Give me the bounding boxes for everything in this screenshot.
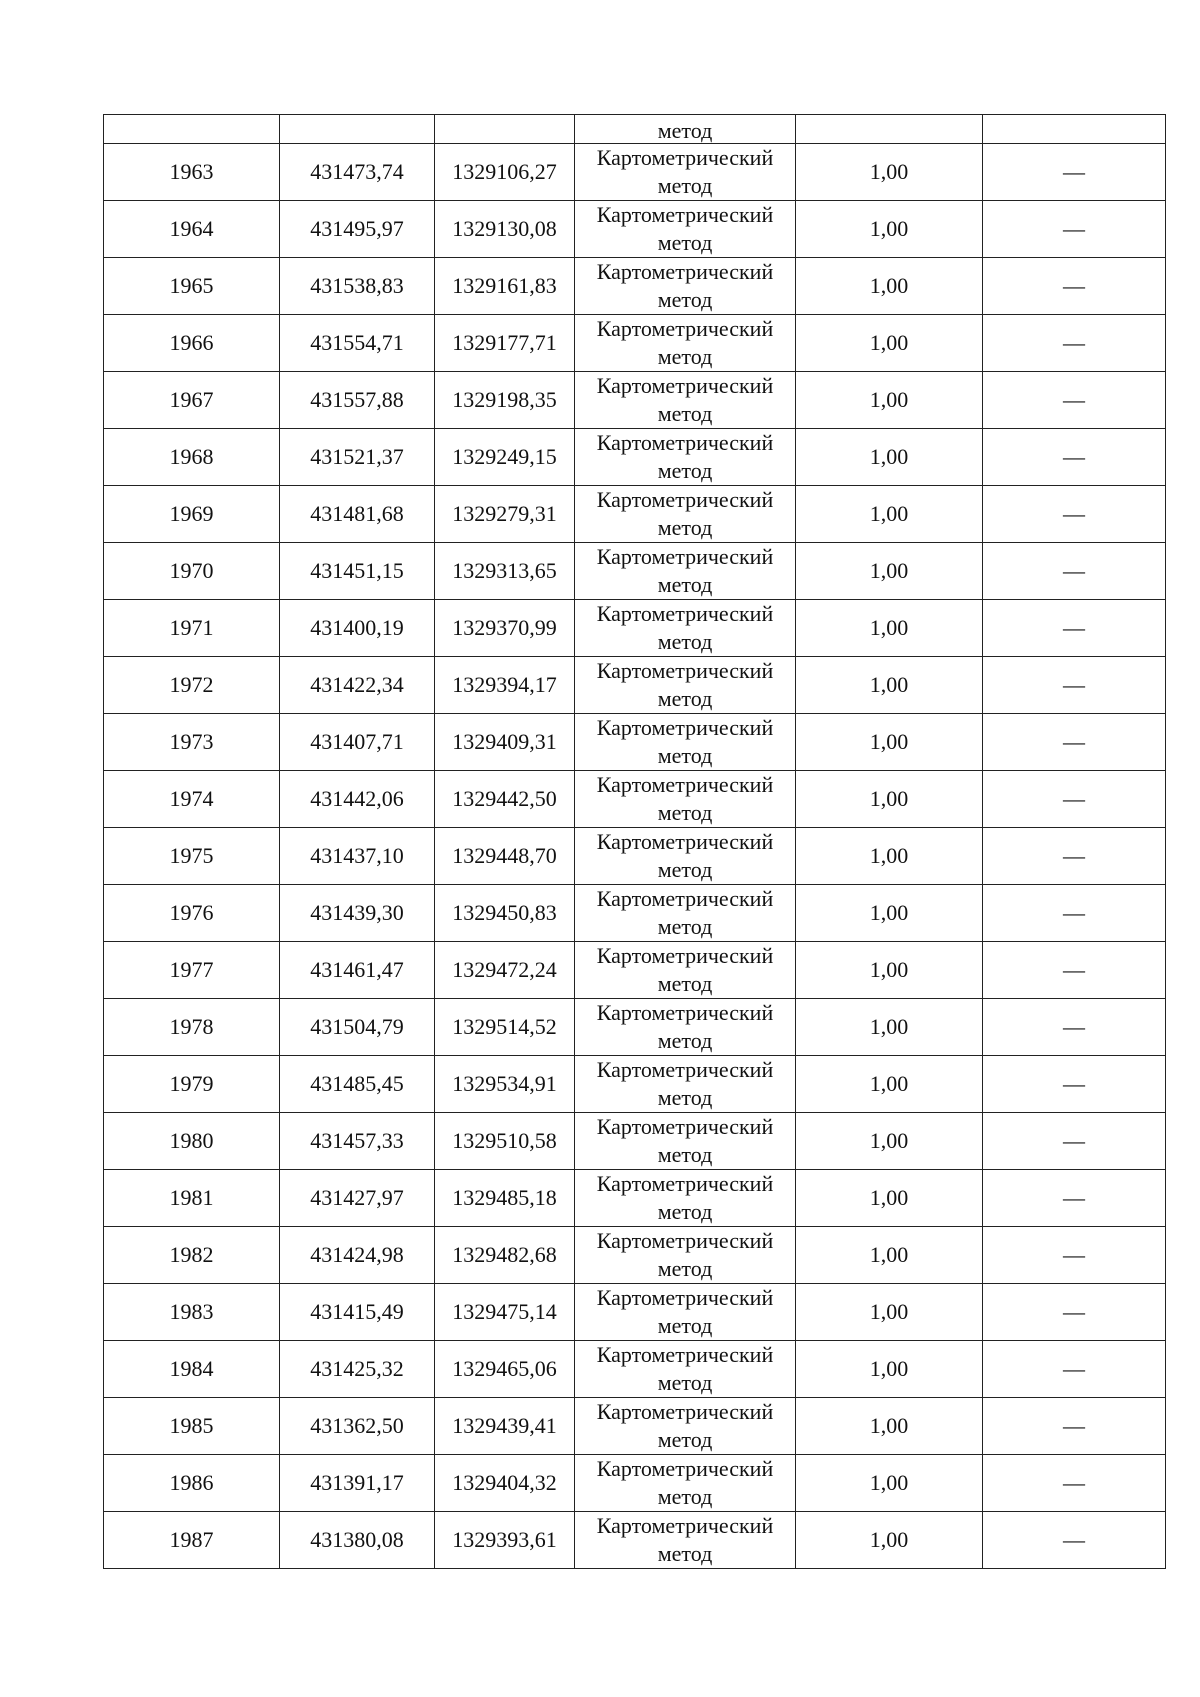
cell-method (575, 828, 796, 885)
cell-note (983, 144, 1166, 201)
cell-point-number: 1975 (104, 828, 280, 885)
cell-note (983, 771, 1166, 828)
note-dash: — (1063, 159, 1085, 184)
cell-x: 431391,17 (280, 1455, 435, 1512)
cell-accuracy: 1,00 (796, 600, 983, 657)
cell-method (575, 1056, 796, 1113)
method-line-1: Картометрический (596, 601, 774, 626)
continuation-row (104, 115, 1166, 144)
note-dash: — (1063, 1242, 1085, 1267)
cell-x: 431495,97 (280, 201, 435, 258)
cell-note (983, 600, 1166, 657)
method-line-2: метод (657, 971, 713, 996)
cell-accuracy: 1,00 (796, 1341, 983, 1398)
cell-note (983, 1227, 1166, 1284)
cell-x: 431424,98 (280, 1227, 435, 1284)
cell-x: 431407,71 (280, 714, 435, 771)
cell-x: 431425,32 (280, 1341, 435, 1398)
cell-accuracy: 1,00 (796, 1113, 983, 1170)
cell-accuracy: 1,00 (796, 201, 983, 258)
cell-accuracy: 1,00 (796, 1512, 983, 1569)
cell-point-number: 1964 (104, 201, 280, 258)
method-line-1: Картометрический (596, 1171, 774, 1196)
cell-point-number: 1982 (104, 1227, 280, 1284)
cell-method (575, 315, 796, 372)
note-dash: — (1063, 330, 1085, 355)
coordinates-table-body (104, 115, 1166, 1569)
method-line-1: Картометрический (596, 202, 774, 227)
method-line-2: метод (657, 515, 713, 540)
note-dash: — (1063, 1071, 1085, 1096)
cell-note (983, 1512, 1166, 1569)
cell-accuracy: 1,00 (796, 1455, 983, 1512)
method-line-2: метод (657, 743, 713, 768)
cell-x: 431481,68 (280, 486, 435, 543)
method-line-2: метод (657, 1199, 713, 1224)
cell-method (575, 1512, 796, 1569)
table-row (104, 657, 1166, 714)
cell-accuracy: 1,00 (796, 486, 983, 543)
method-line-2: метод (657, 1484, 713, 1509)
method-line-2: метод (657, 1313, 713, 1338)
cell-method (575, 1113, 796, 1170)
cell-note (983, 657, 1166, 714)
cell-accuracy: 1,00 (796, 771, 983, 828)
note-dash: — (1063, 957, 1085, 982)
cell-x: 431362,50 (280, 1398, 435, 1455)
cell-method (575, 543, 796, 600)
cell-y: 1329370,99 (435, 600, 575, 657)
note-dash: — (1063, 1299, 1085, 1324)
method-line-1: Картометрический (596, 316, 774, 341)
method-line-2: метод (657, 572, 713, 597)
cell-note (983, 1455, 1166, 1512)
cell-method (575, 1398, 796, 1455)
method-line-2: метод (657, 344, 713, 369)
note-dash: — (1063, 216, 1085, 241)
cell-method (575, 144, 796, 201)
method-line-1: Картометрический (596, 1228, 774, 1253)
method-line-2: метод (657, 173, 713, 198)
cell-x: 431400,19 (280, 600, 435, 657)
cell-accuracy: 1,00 (796, 1284, 983, 1341)
table-row (104, 1227, 1166, 1284)
note-dash: — (1063, 1470, 1085, 1495)
cell-y: 1329106,27 (435, 144, 575, 201)
cell-method (575, 115, 796, 144)
cell-y: 1329394,17 (435, 657, 575, 714)
cell-x (280, 115, 435, 144)
cell-point-number: 1981 (104, 1170, 280, 1227)
note-dash: — (1063, 729, 1085, 754)
method-line-1: Картометрический (596, 1285, 774, 1310)
note-dash: — (1063, 786, 1085, 811)
method-line-2: метод (657, 230, 713, 255)
cell-accuracy: 1,00 (796, 1227, 983, 1284)
table-row (104, 315, 1166, 372)
cell-x: 431451,15 (280, 543, 435, 600)
method-line-1: Картометрический (596, 1057, 774, 1082)
cell-method (575, 999, 796, 1056)
cell-point-number: 1983 (104, 1284, 280, 1341)
cell-accuracy: 1,00 (796, 429, 983, 486)
cell-note (983, 714, 1166, 771)
cell-note (983, 201, 1166, 258)
cell-point-number: 1987 (104, 1512, 280, 1569)
method-tail-text: метод (657, 118, 713, 143)
table-row (104, 1455, 1166, 1512)
cell-point-number: 1965 (104, 258, 280, 315)
cell-note (983, 1341, 1166, 1398)
table-row (104, 1341, 1166, 1398)
cell-x: 431557,88 (280, 372, 435, 429)
table-row (104, 486, 1166, 543)
cell-accuracy: 1,00 (796, 885, 983, 942)
cell-point-number: 1976 (104, 885, 280, 942)
cell-accuracy: 1,00 (796, 1056, 983, 1113)
cell-accuracy: 1,00 (796, 942, 983, 999)
cell-y: 1329510,58 (435, 1113, 575, 1170)
cell-note (983, 1398, 1166, 1455)
cell-accuracy: 1,00 (796, 543, 983, 600)
cell-x: 431457,33 (280, 1113, 435, 1170)
method-line-1: Картометрический (596, 373, 774, 398)
table-row (104, 1113, 1166, 1170)
cell-method (575, 486, 796, 543)
cell-note (983, 543, 1166, 600)
table-row (104, 1512, 1166, 1569)
cell-point-number: 1971 (104, 600, 280, 657)
method-line-2: метод (657, 686, 713, 711)
cell-accuracy: 1,00 (796, 714, 983, 771)
cell-y: 1329439,41 (435, 1398, 575, 1455)
note-dash: — (1063, 444, 1085, 469)
method-line-2: метод (657, 800, 713, 825)
cell-note (983, 115, 1166, 144)
cell-point-number: 1977 (104, 942, 280, 999)
cell-accuracy: 1,00 (796, 1170, 983, 1227)
table-row (104, 942, 1166, 999)
cell-y: 1329485,18 (435, 1170, 575, 1227)
table-row (104, 543, 1166, 600)
cell-point-number: 1984 (104, 1341, 280, 1398)
cell-x: 431442,06 (280, 771, 435, 828)
table-row (104, 600, 1166, 657)
cell-point-number: 1972 (104, 657, 280, 714)
cell-method (575, 1227, 796, 1284)
cell-x: 431504,79 (280, 999, 435, 1056)
method-line-2: метод (657, 287, 713, 312)
method-line-1: Картометрический (596, 487, 774, 512)
cell-x: 431485,45 (280, 1056, 435, 1113)
cell-point-number: 1974 (104, 771, 280, 828)
table-row (104, 258, 1166, 315)
cell-method (575, 201, 796, 258)
table-row (104, 201, 1166, 258)
cell-y: 1329448,70 (435, 828, 575, 885)
cell-method (575, 258, 796, 315)
cell-y (435, 115, 575, 144)
cell-note (983, 429, 1166, 486)
method-line-2: метод (657, 1256, 713, 1281)
cell-note (983, 828, 1166, 885)
cell-point-number: 1970 (104, 543, 280, 600)
method-line-2: метод (657, 914, 713, 939)
cell-x: 431538,83 (280, 258, 435, 315)
cell-point-number (104, 115, 280, 144)
cell-note (983, 372, 1166, 429)
table-row (104, 429, 1166, 486)
cell-point-number: 1968 (104, 429, 280, 486)
method-line-1: Картометрический (596, 886, 774, 911)
cell-point-number: 1973 (104, 714, 280, 771)
note-dash: — (1063, 1185, 1085, 1210)
cell-point-number: 1980 (104, 1113, 280, 1170)
table-row (104, 1170, 1166, 1227)
cell-point-number: 1967 (104, 372, 280, 429)
method-line-1: Картометрический (596, 658, 774, 683)
table-row (104, 1056, 1166, 1113)
cell-x: 431422,34 (280, 657, 435, 714)
cell-y: 1329393,61 (435, 1512, 575, 1569)
cell-accuracy: 1,00 (796, 1398, 983, 1455)
method-line-1: Картометрический (596, 544, 774, 569)
table-row (104, 372, 1166, 429)
note-dash: — (1063, 387, 1085, 412)
note-dash: — (1063, 1128, 1085, 1153)
cell-accuracy: 1,00 (796, 372, 983, 429)
cell-note (983, 258, 1166, 315)
method-line-2: метод (657, 1427, 713, 1452)
table-row (104, 1398, 1166, 1455)
cell-note (983, 1170, 1166, 1227)
table-row (104, 1284, 1166, 1341)
cell-y: 1329404,32 (435, 1455, 575, 1512)
cell-point-number: 1966 (104, 315, 280, 372)
method-line-2: метод (657, 1370, 713, 1395)
cell-point-number: 1986 (104, 1455, 280, 1512)
note-dash: — (1063, 1527, 1085, 1552)
method-line-2: метод (657, 1541, 713, 1566)
cell-method (575, 372, 796, 429)
method-line-2: метод (657, 1142, 713, 1167)
cell-x: 431437,10 (280, 828, 435, 885)
cell-point-number: 1979 (104, 1056, 280, 1113)
note-dash: — (1063, 672, 1085, 697)
cell-method (575, 771, 796, 828)
cell-y: 1329313,65 (435, 543, 575, 600)
method-line-1: Картометрический (596, 145, 774, 170)
cell-x: 431521,37 (280, 429, 435, 486)
cell-accuracy: 1,00 (796, 258, 983, 315)
cell-y: 1329161,83 (435, 258, 575, 315)
cell-accuracy: 1,00 (796, 315, 983, 372)
note-dash: — (1063, 1356, 1085, 1381)
method-line-1: Картометрический (596, 943, 774, 968)
cell-y: 1329409,31 (435, 714, 575, 771)
cell-method (575, 657, 796, 714)
cell-point-number: 1969 (104, 486, 280, 543)
cell-y: 1329249,15 (435, 429, 575, 486)
cell-note (983, 315, 1166, 372)
cell-x: 431380,08 (280, 1512, 435, 1569)
cell-method (575, 1341, 796, 1398)
method-line-2: метод (657, 629, 713, 654)
note-dash: — (1063, 843, 1085, 868)
table-row (104, 885, 1166, 942)
method-line-1: Картометрический (596, 1399, 774, 1424)
note-dash: — (1063, 615, 1085, 640)
cell-point-number: 1985 (104, 1398, 280, 1455)
method-line-1: Картометрический (596, 715, 774, 740)
cell-x: 431554,71 (280, 315, 435, 372)
cell-note (983, 1113, 1166, 1170)
note-dash: — (1063, 1413, 1085, 1438)
cell-accuracy: 1,00 (796, 999, 983, 1056)
cell-method (575, 600, 796, 657)
cell-y: 1329514,52 (435, 999, 575, 1056)
cell-y: 1329475,14 (435, 1284, 575, 1341)
method-line-2: метод (657, 1085, 713, 1110)
cell-method (575, 1170, 796, 1227)
method-line-1: Картометрический (596, 829, 774, 854)
cell-note (983, 999, 1166, 1056)
cell-y: 1329130,08 (435, 201, 575, 258)
cell-y: 1329279,31 (435, 486, 575, 543)
method-line-2: метод (657, 857, 713, 882)
cell-note (983, 942, 1166, 999)
method-line-1: Картометрический (596, 1342, 774, 1367)
cell-x: 431439,30 (280, 885, 435, 942)
method-line-1: Картометрический (596, 1114, 774, 1139)
cell-accuracy: 1,00 (796, 657, 983, 714)
note-dash: — (1063, 900, 1085, 925)
cell-point-number: 1963 (104, 144, 280, 201)
cell-x: 431427,97 (280, 1170, 435, 1227)
cell-method (575, 714, 796, 771)
cell-y: 1329472,24 (435, 942, 575, 999)
cell-x: 431473,74 (280, 144, 435, 201)
cell-y: 1329465,06 (435, 1341, 575, 1398)
cell-method (575, 942, 796, 999)
method-line-2: метод (657, 458, 713, 483)
cell-method (575, 885, 796, 942)
cell-note (983, 1284, 1166, 1341)
cell-accuracy: 1,00 (796, 144, 983, 201)
cell-y: 1329534,91 (435, 1056, 575, 1113)
cell-x: 431415,49 (280, 1284, 435, 1341)
cell-note (983, 885, 1166, 942)
coordinates-table (103, 114, 1166, 1569)
note-dash: — (1063, 558, 1085, 583)
table-row (104, 999, 1166, 1056)
method-line-2: метод (657, 401, 713, 426)
cell-note (983, 486, 1166, 543)
method-line-1: Картометрический (596, 772, 774, 797)
cell-method (575, 1455, 796, 1512)
method-line-2: метод (657, 1028, 713, 1053)
cell-accuracy (796, 115, 983, 144)
note-dash: — (1063, 1014, 1085, 1039)
cell-y: 1329442,50 (435, 771, 575, 828)
table-row (104, 828, 1166, 885)
cell-y: 1329177,71 (435, 315, 575, 372)
table-row (104, 714, 1166, 771)
cell-note (983, 1056, 1166, 1113)
method-line-1: Картометрический (596, 1000, 774, 1025)
cell-method (575, 1284, 796, 1341)
method-line-1: Картометрический (596, 1456, 774, 1481)
method-line-1: Картометрический (596, 430, 774, 455)
cell-point-number: 1978 (104, 999, 280, 1056)
method-line-1: Картометрический (596, 1513, 774, 1538)
cell-x: 431461,47 (280, 942, 435, 999)
method-line-1: Картометрический (596, 259, 774, 284)
cell-y: 1329450,83 (435, 885, 575, 942)
note-dash: — (1063, 273, 1085, 298)
note-dash: — (1063, 501, 1085, 526)
table-row (104, 144, 1166, 201)
cell-accuracy: 1,00 (796, 828, 983, 885)
cell-y: 1329198,35 (435, 372, 575, 429)
cell-method (575, 429, 796, 486)
table-row (104, 771, 1166, 828)
cell-y: 1329482,68 (435, 1227, 575, 1284)
